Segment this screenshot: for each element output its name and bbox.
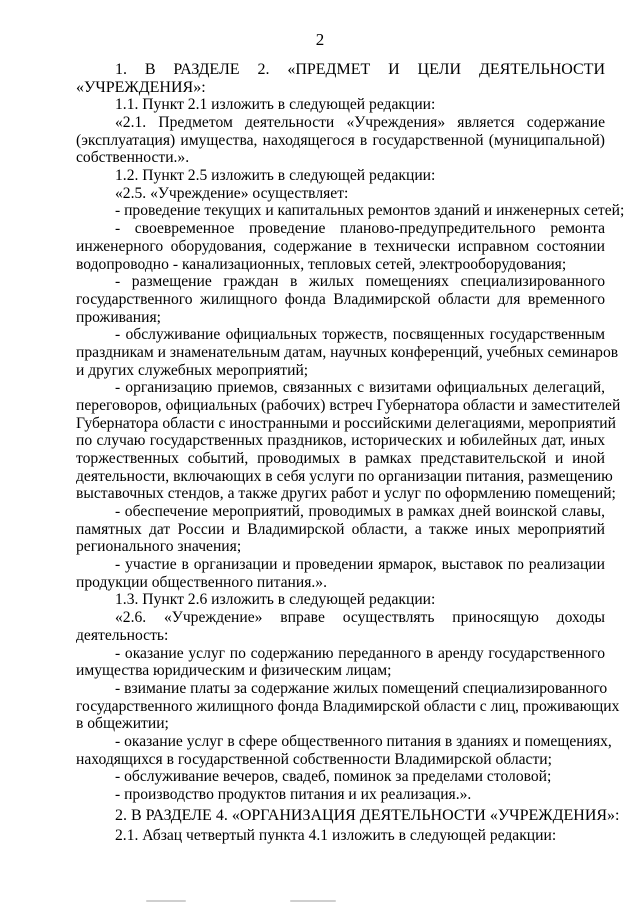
section-1-heading-cont: «УЧРЕЖДЕНИЯ»: [76,79,206,96]
list-item-line: - проведение текущих и капитальных ремонтов зданий и инженерных сетей; [115,202,625,219]
list-item-line: водопроводно - канализационных, тепловых сетей, электрооборудования; [76,256,567,273]
scan-smudge [146,900,186,902]
list-item-line: находящихся в государственной собственности Владимирской области; [76,751,552,768]
paragraph-line: 1.1. Пункт 2.1 изложить в следующей редакции: [115,96,436,113]
list-item-line: - производство продуктов питания и их реализация.». [115,786,472,803]
paragraph-line: (эксплуатация) имущества, находящегося в государственной (муниципальной) [76,132,605,149]
paragraph-line: 2.1. Абзац четвертый пункта 4.1 изложить в следующей редакции: [115,827,557,844]
list-item-line: - взимание платы за содержание жилых помещений специализированного [115,680,608,697]
list-item-line: - обслуживание официальных торжеств, посвященных государственным [115,326,605,343]
list-item-line: регионального значения; [76,538,242,555]
paragraph-line: собственности.». [76,149,190,166]
paragraph-line: 1.3. Пункт 2.6 изложить в следующей редакции: [115,591,436,608]
paragraph-line: деятельность: [76,627,169,644]
page-number: 2 [315,30,325,49]
list-item-line: имущества юридическим и физическим лицам; [76,662,392,679]
list-item-line: - участие в организации и проведении ярмарок, выставок по реализации [115,556,605,573]
paragraph-line: 1.2. Пункт 2.5 изложить в следующей редакции: [115,167,436,184]
list-item-line: - организацию приемов, связанных с визитами официальных делегаций, [115,379,605,396]
section-1-heading: 1. В РАЗДЕЛЕ 2. «ПРЕДМЕТ И ЦЕЛИ ДЕЯТЕЛЬНОСТИ [115,61,605,78]
list-item-line: памятных дат России и Владимирской области, а также иных мероприятий [76,521,605,538]
paragraph-line: «2.6. «Учреждение» вправе осуществлять приносящую доходы [115,609,605,626]
list-item-line: - обслуживание вечеров, свадеб, поминок за пределами столовой; [115,768,552,785]
list-item-line: - размещение граждан в жилых помещениях специализированного [115,273,605,290]
list-item-line: торжественных событий, проводимых в рамках представительской и иной [76,450,605,467]
list-item-line: деятельности, включающих в себя услуги по организации питания, размещению [76,468,613,485]
list-item-line: - обеспечение мероприятий, проводимых в рамках дней воинской славы, [115,503,605,520]
list-item-line: Губернатора области с иностранными и российскими делегациями, мероприятий [76,415,616,432]
list-item-line: переговоров, официальных (рабочих) встреч Губернатора области и заместителей [76,397,621,414]
scan-smudge [290,900,336,902]
paragraph-line: «2.1. Предметом деятельности «Учреждения» является содержание [115,114,605,131]
section-2-heading: 2. В РАЗДЕЛЕ 4. «ОРГАНИЗАЦИЯ ДЕЯТЕЛЬНОСТИ «УЧРЕЖДЕНИЯ»: [115,807,620,824]
list-item-line: по случаю государственных праздников, исторических и юбилейных дат, иных [76,432,605,449]
list-item-line: в общежитии; [76,715,169,732]
list-item-line: выставочных стендов, а также других работ и услуг по оформлению помещений; [76,485,616,502]
list-item-line: государственного жилищного фонда Владимирской области для временного [76,291,605,308]
list-item-line: и других служебных мероприятий; [76,362,309,379]
list-item-line: инженерного оборудования, содержание в технически исправном состоянии [76,238,605,255]
list-item-line: государственного жилищного фонда Владимирской области с лиц, проживающих [76,698,620,715]
list-item-line: продукции общественного питания.». [76,574,327,591]
list-item-line: - своевременное проведение планово-предупредительного ремонта [115,220,605,237]
list-item-line: проживания; [76,309,161,326]
list-item-line: - оказание услуг в сфере общественного питания в зданиях и помещениях, [115,733,612,750]
list-item-line: - оказание услуг по содержанию переданного в аренду государственного [115,645,605,662]
list-item-line: праздникам и знаменательным датам, научных конференций, учебных семинаров [76,344,619,361]
paragraph-line: «2.5. «Учреждение» осуществляет: [115,185,349,202]
